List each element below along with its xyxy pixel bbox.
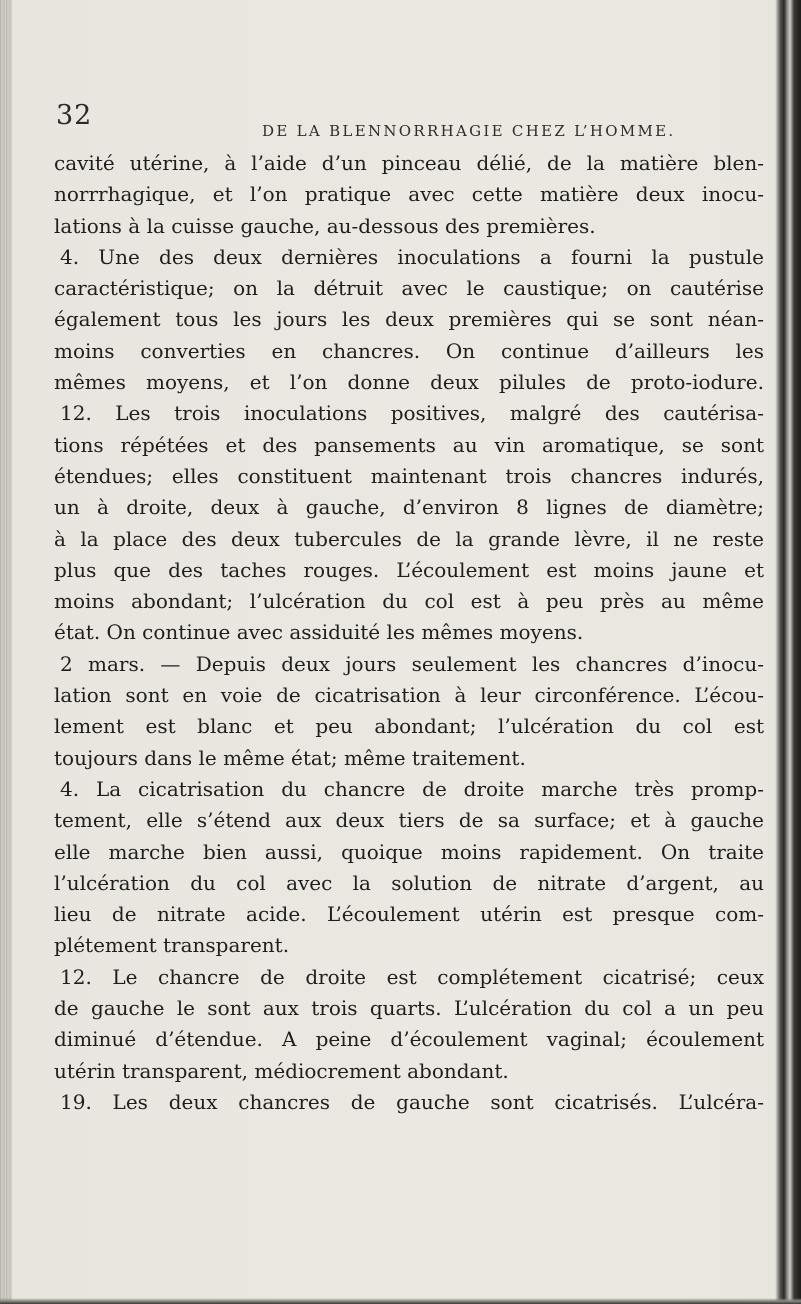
text-line: caractéristique; on la détruit avec le caustique; on cautérise [54,276,764,301]
page-header [56,100,756,148]
text-line: étendues; elles constituent maintenant trois chancres indurés, [54,463,764,488]
text-line: diminué d’étendue. A peine d’écoulement vaginal; écoulement [54,1027,764,1052]
text-line: 12. Les trois inoculations positives, malgré des cautérisa- [60,401,764,426]
text-line: 2 mars. — Depuis deux jours seulement les chancres d’inocu- [60,651,764,676]
binding-edge [0,0,12,1304]
text-line: lations à la cuisse gauche, au-dessous des premières. [54,213,596,238]
text-line: cavité utérine, à l’aide d’un pinceau délié, de la matière blen- [54,151,764,175]
text-line: un à droite, deux à gauche, d’environ 8 lignes de diamètre; [54,495,764,520]
text-line: 19. Les deux chancres de gauche sont cicatrisés. L’ulcéra- [60,1089,764,1114]
text-line: de gauche le sont aux trois quarts. L’ulcération du col a un peu [54,996,764,1021]
text-line: toujours dans le même état; même traitement. [54,745,526,770]
text-line: à la place des deux tubercules de la grande lèvre, il ne reste [54,526,764,551]
text-line: mêmes moyens, et l’on donne deux pilules de proto-iodure. [54,370,764,395]
text-line: 4. Une des deux dernières inoculations a fourni la pustule [60,244,764,269]
text-line: plus que des taches rouges. L’écoulement est moins jaune et [54,557,764,582]
text-line: norrrhagique, et l’on pratique avec cette matière deux inocu- [54,182,764,207]
text-line: lation sont en voie de cicatrisation à leur circonférence. L’écou- [54,683,764,708]
text-line: l’ulcération du col avec la solution de nitrate d’argent, au [54,870,764,895]
text-line: tions répétées et des pansements au vin aromatique, se sont [54,432,764,457]
page-edge-shadow [775,0,801,1304]
page-number: 32 [56,100,93,131]
text-line: elle marche bien aussi, quoique moins rapidement. On traite [54,839,764,864]
running-head: DE LA BLENNORRHAGIE CHEZ L’HOMME. [262,122,676,140]
text-line: utérin transparent, médiocrement abondant. [54,1058,509,1083]
text-line: état. On continue avec assiduité les mêmes moyens. [54,620,584,645]
text-line: moins converties en chancres. On continue d’ailleurs les [54,338,764,363]
text-line: lieu de nitrate acide. L’écoulement utérin est presque com- [54,902,764,927]
body-text [54,148,764,1118]
text-line: tement, elle s’étend aux deux tiers de sa surface; et à gauche [54,808,764,833]
text-line: plétement transparent. [54,933,290,958]
text-line: 4. La cicatrisation du chancre de droite marche très promp- [60,776,764,801]
text-line: également tous les jours les deux premières qui se sont néan- [54,307,764,332]
text-line: lement est blanc et peu abondant; l’ulcération du col est [54,714,764,739]
text-line: moins abondant; l’ulcération du col est à peu près au même [54,589,764,614]
bottom-edge-shadow [0,1298,801,1304]
text-line: 12. Le chancre de droite est complétement cicatrisé; ceux [60,964,764,989]
